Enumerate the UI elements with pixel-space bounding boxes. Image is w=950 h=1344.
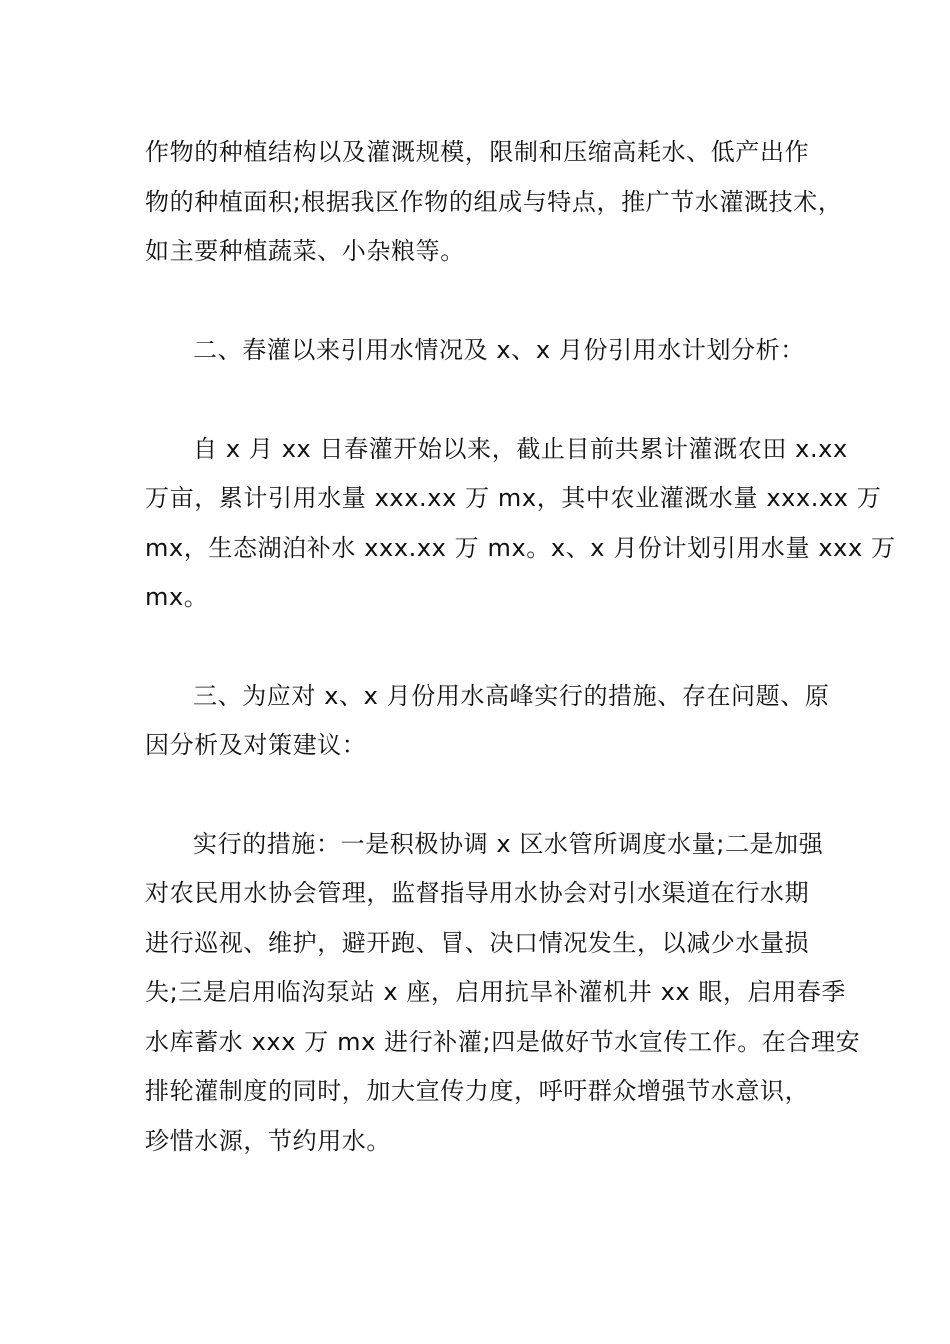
paragraph-3-line-2: 对农民用水协会管理，监督指导用水协会对引水渠道在行水期 (145, 879, 810, 907)
paragraph-3-line-3: 进行巡视、维护，避开跑、冒、决口情况发生，以减少水量损 (145, 929, 810, 957)
paragraph-2-line-3: mx，生态湖泊补水 xxx.xx 万 mx。x、x 月份计划引用水量 xxx 万 (145, 534, 896, 562)
section-3-heading-line-2: 因分析及对策建议： (145, 731, 367, 759)
paragraph-3-line-6: 排轮灌制度的同时，加大宣传力度，呼吁群众增强节水意识， (145, 1077, 810, 1105)
paragraph-2-line-2: 万亩，累计引用水量 xxx.xx 万 mx，其中农业灌溉水量 xxx.xx 万 (145, 484, 882, 512)
paragraph-2-line-1: 自 x 月 xx 日春灌开始以来，截止目前共累计灌溉农田 x.xx (193, 435, 848, 463)
paragraph-3-line-7: 珍惜水源，节约用水。 (145, 1127, 391, 1155)
paragraph-1-line-2: 物的种植面积;根据我区作物的组成与特点，推广节水灌溉技术， (145, 188, 843, 216)
paragraph-2-line-4: mx。 (145, 583, 209, 611)
paragraph-1-line-1: 作物的种植结构以及灌溉规模，限制和压缩高耗水、低产出作 (145, 138, 810, 166)
paragraph-3-line-1: 实行的措施：一是积极协调 x 区水管所调度水量;二是加强 (193, 830, 824, 858)
paragraph-3-line-4: 失;三是启用临沟泵站 x 座，启用抗旱补灌机井 xx 眼，启用春季 (145, 978, 847, 1006)
paragraph-3-line-5: 水库蓄水 xxx 万 mx 进行补灌;四是做好节水宣传工作。在合理安 (145, 1028, 861, 1056)
section-2-heading: 二、春灌以来引用水情况及 x、x 月份引用水计划分析： (193, 336, 805, 364)
section-3-heading-line-1: 三、为应对 x、x 月份用水高峰实行的措施、存在问题、原 (193, 682, 830, 710)
paragraph-1-line-3: 如主要种植蔬菜、小杂粮等。 (145, 237, 465, 265)
